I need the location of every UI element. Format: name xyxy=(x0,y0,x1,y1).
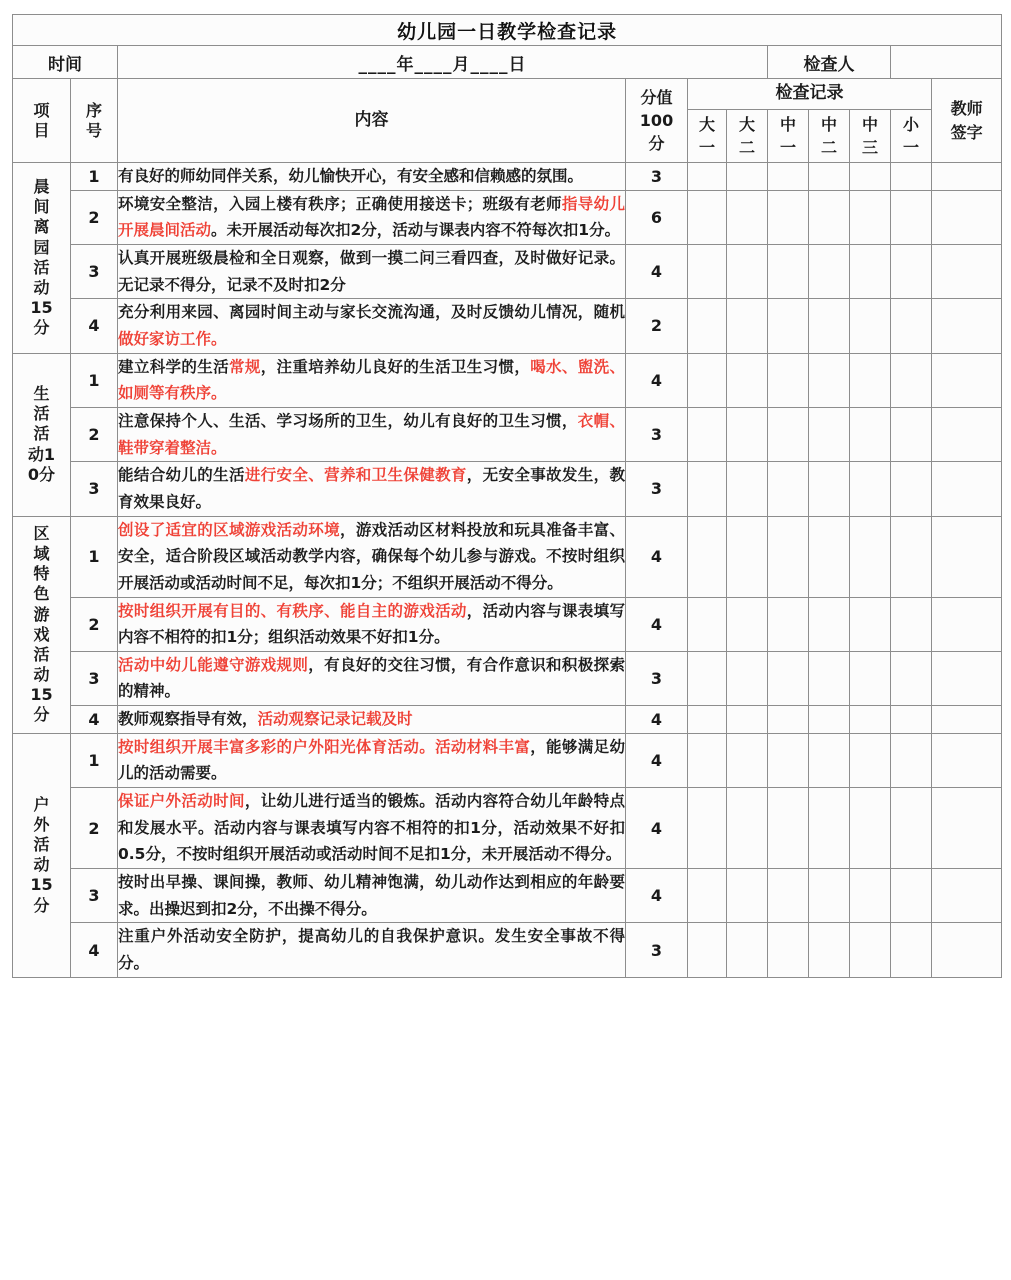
column-header-class-2 xyxy=(727,110,768,163)
record-cell-class-6[interactable] xyxy=(891,353,932,407)
row-index-cell: 2 xyxy=(71,788,118,869)
row-score-cell: 3 xyxy=(626,163,688,191)
index-head-char-2: 号 xyxy=(85,120,102,140)
record-cell-class-6[interactable] xyxy=(891,462,932,516)
record-cell-class-5[interactable] xyxy=(850,190,891,244)
section-category-char: 区 xyxy=(33,523,50,543)
inspection-record-table xyxy=(12,14,1002,978)
record-cell-class-2[interactable] xyxy=(727,733,768,787)
content-text: 。未开展活动每次扣2分，活动与课表内容不符每次扣1分。 xyxy=(211,221,621,240)
record-cell-class-1[interactable] xyxy=(688,244,727,298)
class-1-line2: 一 xyxy=(698,138,715,157)
class-3-line2: 一 xyxy=(779,138,796,157)
signature-cell[interactable] xyxy=(932,923,1002,977)
row-score-cell: 4 xyxy=(626,516,688,597)
record-cell-class-4[interactable] xyxy=(809,733,850,787)
signature-cell[interactable] xyxy=(932,869,1002,923)
content-highlight-text: 按时组织开展丰富多彩的户外阳光体育活动。活动材料丰富 xyxy=(118,737,531,756)
row-score-cell: 3 xyxy=(626,651,688,705)
table-row xyxy=(13,923,1002,977)
row-content-cell xyxy=(118,788,626,869)
row-index-cell: 1 xyxy=(71,353,118,407)
content-highlight-text: 进行安全、营养和卫生保健教育 xyxy=(244,466,467,485)
section-category-char: 特 xyxy=(33,564,50,584)
row-content-cell xyxy=(118,299,626,353)
section-category-char: 活 xyxy=(33,257,50,277)
section-category-cell xyxy=(13,353,71,516)
content-highlight-text: 活动中幼儿能遵守游戏规则 xyxy=(118,655,309,674)
row-score-cell: 4 xyxy=(626,706,688,734)
record-cell-class-3[interactable] xyxy=(768,923,809,977)
signature-cell[interactable] xyxy=(932,651,1002,705)
record-cell-class-5[interactable] xyxy=(850,923,891,977)
record-cell-class-2[interactable] xyxy=(727,597,768,651)
record-cell-class-4[interactable] xyxy=(809,923,850,977)
content-text: ，无安全事故发生，教育效果良好。 xyxy=(118,466,625,511)
record-cell-class-3[interactable] xyxy=(768,190,809,244)
table-row xyxy=(13,788,1002,869)
section-category-char: 15 xyxy=(30,875,53,895)
column-header-class-4 xyxy=(809,110,850,163)
content-highlight-text: 衣帽、鞋带穿着整洁。 xyxy=(118,411,625,457)
section-category-label xyxy=(13,177,70,338)
record-cell-class-5[interactable] xyxy=(850,733,891,787)
record-cell-class-5[interactable] xyxy=(850,299,891,353)
signature-cell[interactable] xyxy=(932,733,1002,787)
column-header-class-5 xyxy=(850,110,891,163)
section-category-char: 户 xyxy=(33,794,50,814)
section-category-char: 15 xyxy=(30,298,53,318)
content-text: 按时出早操、课间操，教师、幼儿精神饱满，幼儿动作达到相应的年龄要求。出操迟到扣2分，不出操不得分。 xyxy=(118,873,625,918)
record-cell-class-3[interactable] xyxy=(768,163,809,191)
record-cell-class-4[interactable] xyxy=(809,353,850,407)
record-cell-class-2[interactable] xyxy=(727,407,768,461)
signature-cell[interactable] xyxy=(932,244,1002,298)
column-header-class-3 xyxy=(768,110,809,163)
section-category-char: 活 xyxy=(33,404,50,424)
category-head-char-1: 项 xyxy=(33,101,50,121)
column-header-category xyxy=(13,79,71,163)
signature-cell[interactable] xyxy=(932,462,1002,516)
record-cell-class-4[interactable] xyxy=(809,869,850,923)
record-cell-class-5[interactable] xyxy=(850,353,891,407)
record-cell-class-3[interactable] xyxy=(768,407,809,461)
signature-cell[interactable] xyxy=(932,788,1002,869)
content-highlight-text: 按时组织开展有目的、有秩序、能自主的游戏活动 xyxy=(118,601,467,620)
record-cell-class-2[interactable] xyxy=(727,244,768,298)
record-cell-class-1[interactable] xyxy=(688,869,727,923)
table-row xyxy=(13,733,1002,787)
record-cell-class-5[interactable] xyxy=(850,163,891,191)
record-cell-class-1[interactable] xyxy=(688,788,727,869)
record-cell-class-3[interactable] xyxy=(768,733,809,787)
row-index-cell: 2 xyxy=(71,597,118,651)
content-text: 充分利用来园、离园时间主动与家长交流沟通，及时反馈幼儿情况，随机 xyxy=(118,303,625,322)
row-score-cell: 4 xyxy=(626,353,688,407)
content-text: 建立科学的生活 xyxy=(118,357,229,376)
record-cell-class-6[interactable] xyxy=(891,733,932,787)
record-cell-class-2[interactable] xyxy=(727,923,768,977)
signature-cell[interactable] xyxy=(932,190,1002,244)
date-row xyxy=(13,46,1002,79)
row-content-cell xyxy=(118,353,626,407)
record-cell-class-6[interactable] xyxy=(891,597,932,651)
section-category-char: 生 xyxy=(33,384,50,404)
record-cell-class-6[interactable] xyxy=(891,706,932,734)
section-category-label xyxy=(13,795,70,916)
section-category-label xyxy=(13,524,70,726)
record-cell-class-5[interactable] xyxy=(850,651,891,705)
table-row xyxy=(13,299,1002,353)
table-row xyxy=(13,244,1002,298)
row-content-cell xyxy=(118,462,626,516)
record-cell-class-3[interactable] xyxy=(768,651,809,705)
signature-cell[interactable] xyxy=(932,353,1002,407)
section-category-char: 15 xyxy=(30,685,53,705)
row-score-cell: 4 xyxy=(626,244,688,298)
row-content-cell xyxy=(118,869,626,923)
record-cell-class-2[interactable] xyxy=(727,516,768,597)
record-cell-class-4[interactable] xyxy=(809,462,850,516)
section-category-char: 戏 xyxy=(33,624,50,644)
record-cell-class-2[interactable] xyxy=(727,353,768,407)
class-5-line2: 三 xyxy=(861,138,878,157)
class-6-line1: 小 xyxy=(902,114,919,134)
record-cell-class-6[interactable] xyxy=(891,516,932,597)
record-cell-class-1[interactable] xyxy=(688,733,727,787)
section-category-char: 分 xyxy=(33,895,50,915)
signature-cell[interactable] xyxy=(932,407,1002,461)
signature-cell[interactable] xyxy=(932,163,1002,191)
signature-head-line2: 签字 xyxy=(950,122,983,142)
content-text: 环境安全整洁，入园上楼有秩序；正确使用接送卡；班级有老师 xyxy=(118,194,562,213)
table-row xyxy=(13,597,1002,651)
record-cell-class-6[interactable] xyxy=(891,651,932,705)
record-cell-class-5[interactable] xyxy=(850,407,891,461)
content-text: 能结合幼儿的生活 xyxy=(118,466,245,485)
table-row xyxy=(13,353,1002,407)
page-title: 幼儿园一日教学检查记录 xyxy=(13,15,1002,46)
record-cell-class-5[interactable] xyxy=(850,244,891,298)
record-cell-class-5[interactable] xyxy=(850,597,891,651)
section-category-cell xyxy=(13,163,71,354)
record-cell-class-4[interactable] xyxy=(809,788,850,869)
record-cell-class-1[interactable] xyxy=(688,407,727,461)
score-head-line2: 100 xyxy=(639,110,674,130)
record-cell-class-3[interactable] xyxy=(768,788,809,869)
record-cell-class-1[interactable] xyxy=(688,651,727,705)
row-score-cell: 3 xyxy=(626,407,688,461)
inspector-label: 检查人 xyxy=(768,46,891,79)
row-content-cell xyxy=(118,407,626,461)
content-highlight-text: 喝水、盥洗、如厕等有秩序。 xyxy=(118,357,625,403)
section-category-char: 活 xyxy=(33,424,50,444)
section-category-cell xyxy=(13,733,71,977)
record-cell-class-3[interactable] xyxy=(768,869,809,923)
section-category-char: 离 xyxy=(33,217,50,237)
record-cell-class-3[interactable] xyxy=(768,353,809,407)
content-text: ，能够满足幼儿的活动需要。 xyxy=(118,737,625,783)
row-index-cell: 1 xyxy=(71,733,118,787)
column-header-record-group: 检查记录 xyxy=(688,79,932,110)
row-content-cell xyxy=(118,651,626,705)
section-category-char: 色 xyxy=(33,584,50,604)
content-text: ，有良好的交往习惯，有合作意识和积极探索的精神。 xyxy=(118,655,625,701)
row-score-cell: 4 xyxy=(626,597,688,651)
row-score-cell: 4 xyxy=(626,788,688,869)
record-cell-class-5[interactable] xyxy=(850,462,891,516)
content-highlight-text: 保证户外活动时间 xyxy=(118,792,245,811)
row-content-cell xyxy=(118,163,626,191)
signature-cell[interactable] xyxy=(932,299,1002,353)
class-1-line1: 大 xyxy=(698,114,715,134)
record-cell-class-1[interactable] xyxy=(688,923,727,977)
class-4-line1: 中 xyxy=(820,114,837,134)
section-category-char: 域 xyxy=(33,544,50,564)
record-cell-class-5[interactable] xyxy=(850,869,891,923)
record-cell-class-1[interactable] xyxy=(688,516,727,597)
column-header-index xyxy=(71,79,118,163)
table-row xyxy=(13,706,1002,734)
table-row xyxy=(13,190,1002,244)
section-category-char: 动 xyxy=(33,277,50,297)
record-cell-class-1[interactable] xyxy=(688,462,727,516)
section-category-label xyxy=(13,384,70,485)
record-cell-class-6[interactable] xyxy=(891,163,932,191)
record-cell-class-6[interactable] xyxy=(891,299,932,353)
section-category-char: 分 xyxy=(33,705,50,725)
signature-cell[interactable] xyxy=(932,597,1002,651)
section-category-char: 游 xyxy=(33,604,50,624)
content-text: 教师观察指导有效， xyxy=(118,710,258,729)
row-index-cell: 1 xyxy=(71,516,118,597)
content-text: 认真开展班级晨检和全日观察，做到一摸二问三看四查，及时做好记录。无记录不得分，记录不及时扣2分 xyxy=(118,248,625,294)
class-2-line1: 大 xyxy=(738,114,755,134)
record-cell-class-4[interactable] xyxy=(809,516,850,597)
record-cell-class-1[interactable] xyxy=(688,299,727,353)
record-cell-class-2[interactable] xyxy=(727,190,768,244)
record-cell-class-2[interactable] xyxy=(727,651,768,705)
record-cell-class-4[interactable] xyxy=(809,651,850,705)
row-score-cell: 3 xyxy=(626,462,688,516)
score-head-line1: 分值 xyxy=(640,87,673,107)
record-cell-class-4[interactable] xyxy=(809,597,850,651)
row-index-cell: 2 xyxy=(71,190,118,244)
column-header-content: 内容 xyxy=(118,79,626,163)
column-header-class-1 xyxy=(688,110,727,163)
header-row-top xyxy=(13,79,1002,110)
row-content-cell xyxy=(118,190,626,244)
section-category-char: 活 xyxy=(33,644,50,664)
row-content-cell xyxy=(118,923,626,977)
column-header-score xyxy=(626,79,688,163)
signature-cell[interactable] xyxy=(932,516,1002,597)
record-cell-class-1[interactable] xyxy=(688,706,727,734)
section-category-char: 晨 xyxy=(33,177,50,197)
content-text: ，游戏活动区材料投放和玩具准备丰富、安全，适合阶段区域活动教学内容，确保每个幼儿参与游戏。不按时组织开展活动或活动时间不足，每次扣1分；不组织开展活动不得分。 xyxy=(118,520,625,592)
record-cell-class-6[interactable] xyxy=(891,190,932,244)
record-cell-class-3[interactable] xyxy=(768,597,809,651)
record-cell-class-1[interactable] xyxy=(688,597,727,651)
date-field[interactable]: ____年____月____日 xyxy=(118,46,768,79)
record-cell-class-5[interactable] xyxy=(850,706,891,734)
row-index-cell: 3 xyxy=(71,244,118,298)
row-index-cell: 4 xyxy=(71,923,118,977)
row-index-cell: 3 xyxy=(71,869,118,923)
record-cell-class-2[interactable] xyxy=(727,462,768,516)
content-highlight-text: 创设了适宜的区域游戏活动环境 xyxy=(118,520,340,539)
record-cell-class-2[interactable] xyxy=(727,706,768,734)
record-cell-class-6[interactable] xyxy=(891,244,932,298)
column-header-class-6 xyxy=(891,110,932,163)
record-cell-class-1[interactable] xyxy=(688,190,727,244)
row-index-cell: 4 xyxy=(71,706,118,734)
class-4-line2: 二 xyxy=(820,138,837,157)
record-cell-class-1[interactable] xyxy=(688,163,727,191)
record-cell-class-3[interactable] xyxy=(768,462,809,516)
record-cell-class-4[interactable] xyxy=(809,244,850,298)
table-row xyxy=(13,869,1002,923)
content-highlight-text: 指导幼儿开展晨间活动 xyxy=(118,194,625,240)
record-cell-class-2[interactable] xyxy=(727,163,768,191)
record-cell-class-3[interactable] xyxy=(768,516,809,597)
content-text: 有良好的师幼同伴关系，幼儿愉快开心，有安全感和信赖感的氛围。 xyxy=(118,167,584,185)
class-5-line1: 中 xyxy=(861,114,878,134)
content-highlight-text: 常规 xyxy=(228,357,261,376)
section-category-char: 外 xyxy=(33,814,50,834)
row-score-cell: 4 xyxy=(626,869,688,923)
section-category-char: 分 xyxy=(33,318,50,338)
inspector-value-field[interactable] xyxy=(891,46,1002,79)
class-6-line2: 一 xyxy=(902,138,919,157)
row-content-cell xyxy=(118,244,626,298)
content-text: 注意保持个人、生活、学习场所的卫生，幼儿有良好的卫生习惯， xyxy=(118,411,578,430)
row-index-cell: 3 xyxy=(71,462,118,516)
table-row xyxy=(13,462,1002,516)
record-cell-class-4[interactable] xyxy=(809,706,850,734)
row-index-cell: 4 xyxy=(71,299,118,353)
row-index-cell: 1 xyxy=(71,163,118,191)
category-head-char-2: 目 xyxy=(33,120,50,140)
record-cell-class-2[interactable] xyxy=(727,299,768,353)
record-cell-class-4[interactable] xyxy=(809,407,850,461)
row-index-cell: 3 xyxy=(71,651,118,705)
record-cell-class-6[interactable] xyxy=(891,407,932,461)
content-text: 注重户外活动安全防护，提高幼儿的自我保护意识。发生安全事故不得分。 xyxy=(118,927,625,973)
column-header-signature xyxy=(932,79,1002,163)
section-category-char: 动1 xyxy=(27,444,56,464)
row-score-cell: 2 xyxy=(626,299,688,353)
record-cell-class-1[interactable] xyxy=(688,353,727,407)
record-cell-class-5[interactable] xyxy=(850,788,891,869)
row-score-cell: 6 xyxy=(626,190,688,244)
table-body xyxy=(13,15,1002,978)
signature-cell[interactable] xyxy=(932,706,1002,734)
record-cell-class-5[interactable] xyxy=(850,516,891,597)
record-cell-class-6[interactable] xyxy=(891,923,932,977)
row-score-cell: 4 xyxy=(626,733,688,787)
record-cell-class-3[interactable] xyxy=(768,299,809,353)
section-category-char: 活 xyxy=(33,835,50,855)
score-head-line3: 分 xyxy=(648,134,665,154)
section-category-char: 0分 xyxy=(27,464,56,484)
content-text: ，注重培养幼儿良好的生活卫生习惯， xyxy=(260,357,531,376)
time-label: 时间 xyxy=(13,46,118,79)
row-content-cell xyxy=(118,733,626,787)
title-row xyxy=(13,15,1002,46)
content-text: ，让幼儿进行适当的锻炼。活动内容符合幼儿年龄特点和发展水平。活动内容与课表填写内容不相符的扣1分，活动效果不好扣0.5分，不按时组织开展活动或活动时间不足扣1分，未开展活动不得分。 xyxy=(118,792,625,864)
record-cell-class-2[interactable] xyxy=(727,788,768,869)
table-row xyxy=(13,651,1002,705)
content-text: ，活动内容与课表填写内容不相符的扣1分；组织活动效果不好扣1分。 xyxy=(118,601,625,647)
record-cell-class-3[interactable] xyxy=(768,706,809,734)
record-cell-class-4[interactable] xyxy=(809,163,850,191)
content-highlight-text: 活动观察记录记载及时 xyxy=(257,710,413,729)
record-cell-class-2[interactable] xyxy=(727,869,768,923)
table-row xyxy=(13,407,1002,461)
table-row xyxy=(13,163,1002,191)
table-row xyxy=(13,516,1002,597)
class-3-line1: 中 xyxy=(779,114,796,134)
index-head-char-1: 序 xyxy=(85,101,102,121)
section-category-char: 间 xyxy=(33,197,50,217)
record-cell-class-6[interactable] xyxy=(891,788,932,869)
section-category-cell xyxy=(13,516,71,733)
content-highlight-text: 做好家访工作。 xyxy=(118,329,227,348)
record-cell-class-6[interactable] xyxy=(891,869,932,923)
section-category-char: 动 xyxy=(33,855,50,875)
record-cell-class-4[interactable] xyxy=(809,299,850,353)
class-2-line2: 二 xyxy=(738,138,755,157)
row-index-cell: 2 xyxy=(71,407,118,461)
row-score-cell: 3 xyxy=(626,923,688,977)
section-category-char: 园 xyxy=(33,237,50,257)
row-content-cell xyxy=(118,597,626,651)
record-cell-class-4[interactable] xyxy=(809,190,850,244)
row-content-cell xyxy=(118,706,626,734)
record-cell-class-3[interactable] xyxy=(768,244,809,298)
signature-head-line1: 教师 xyxy=(950,99,983,119)
row-content-cell xyxy=(118,516,626,597)
section-category-char: 动 xyxy=(33,664,50,684)
